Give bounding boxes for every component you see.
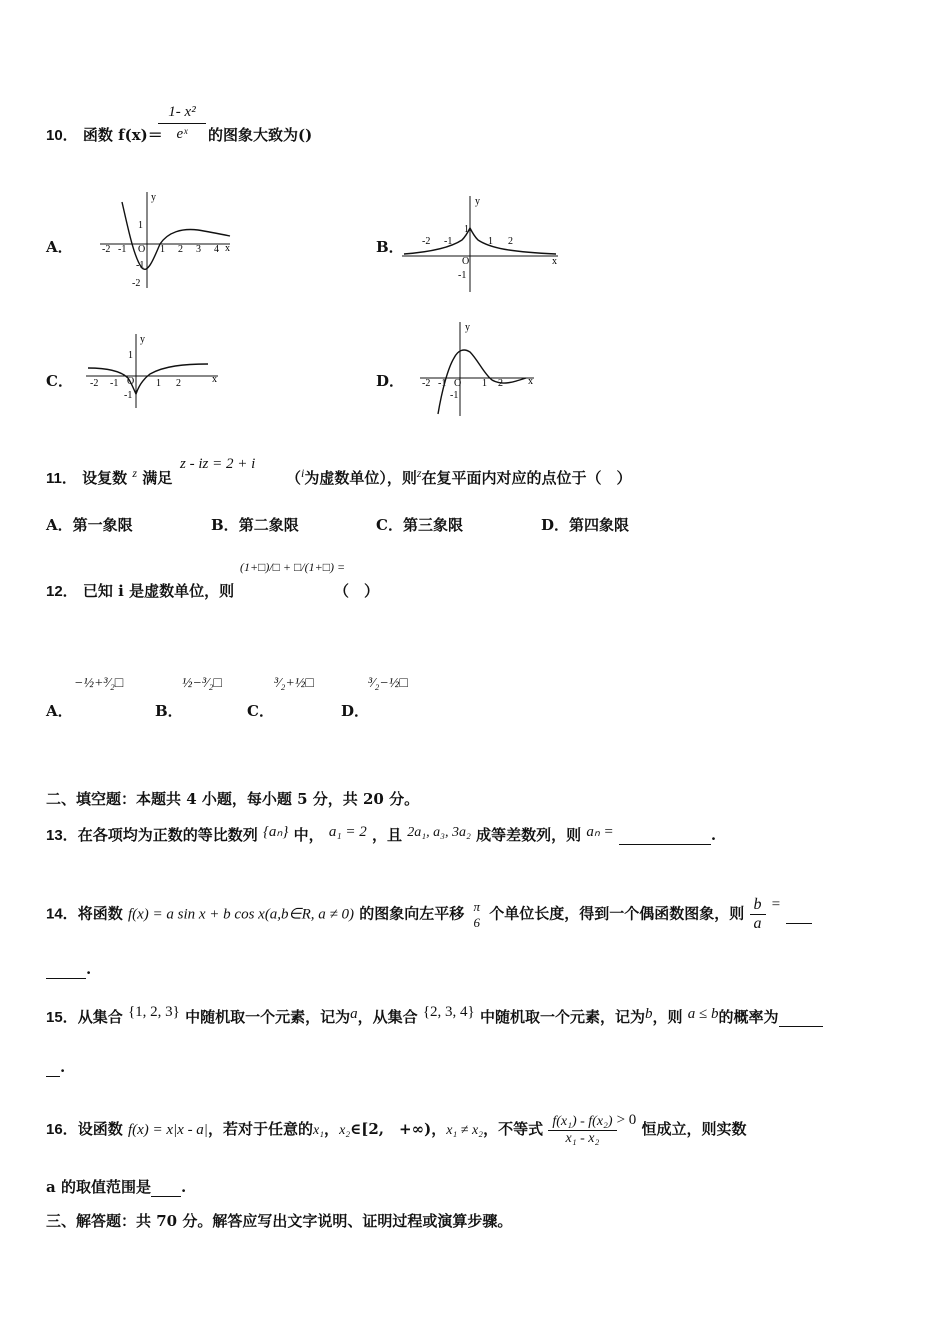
q15-text3: ，从集合 <box>357 1008 418 1026</box>
q13-target: aₙ = <box>586 824 614 840</box>
q11-option-c <box>376 514 463 535</box>
q11-option-b-text: 第二象限 <box>238 516 299 534</box>
q11-number: 11． <box>46 470 77 487</box>
graph-a-y-1: 1 <box>138 220 143 231</box>
q14-ratio-num: b <box>750 896 766 915</box>
q10-prefix: 函数 <box>82 126 113 144</box>
q15-end: . <box>60 1058 66 1076</box>
q14-number: 14． <box>46 905 78 923</box>
q11-paren: （ <box>286 469 302 487</box>
q15-answer-blank-1[interactable] <box>779 1008 823 1027</box>
graph-c-origin: O <box>127 376 135 387</box>
graph-d-tick-m2: -2 <box>422 378 431 389</box>
graph-d-tick-m1: -1 <box>438 378 447 389</box>
q14-text1: 将函数 <box>77 904 123 923</box>
q11-option-d <box>541 514 629 535</box>
graph-d-y-label: y <box>465 322 470 333</box>
graph-c-tick-2: 2 <box>176 378 181 389</box>
q16-ineq-den: x₁ - x₂ <box>565 1130 600 1146</box>
graph-b-tick-1: 1 <box>488 236 493 247</box>
q12-option-a-expr: −½+³⁄₂□ <box>74 676 124 691</box>
q14-func: f(x) = a sin x + b cos x(a,b∈R, a ≠ 0) <box>127 906 355 923</box>
graph-d-origin: O <box>454 378 462 389</box>
q15-answer-blank-2[interactable] <box>46 1058 60 1077</box>
q14-shift-fraction <box>470 899 485 931</box>
graph-d-x-label: x <box>528 376 533 387</box>
q11-option-a <box>46 514 133 535</box>
q16-sep2: ， <box>431 1120 447 1138</box>
q13-text3: ，且 <box>371 826 402 844</box>
q14-eq: = <box>770 896 781 913</box>
q14-answer-blank-2[interactable] <box>46 960 86 979</box>
q10-graph-b <box>400 192 568 296</box>
q11-stem-rest <box>286 466 632 488</box>
q15-text5: ，则 <box>652 1008 683 1026</box>
section-2-heading: 二、填空题：本题共 4 小题，每小题 5 分，共 20 分。 <box>46 790 420 808</box>
graph-a-origin: O <box>138 244 146 255</box>
q12-tail: （ ） <box>334 582 380 600</box>
graph-c-tick-m1: -1 <box>110 378 119 389</box>
graph-a-tick-m1: -1 <box>118 244 127 255</box>
q15-text1: 从集合 <box>77 1008 123 1026</box>
graph-c-y-m1: -1 <box>124 390 133 401</box>
q11-z: z <box>132 466 138 480</box>
graph-a-tick-1: 1 <box>160 244 165 255</box>
graph-c-y-label: y <box>140 334 145 345</box>
q14-ratio-den: a <box>753 915 762 932</box>
q15-text4: 中随机取一个元素，记为 <box>479 1008 645 1026</box>
graph-b-tick-m1: -1 <box>444 236 453 247</box>
q11-text4: 在复平面内对应的点位于（ ） <box>421 469 632 487</box>
graph-b-y-label: y <box>475 196 480 207</box>
q13-end: . <box>710 826 717 844</box>
q16-text3: ，不等式 <box>483 1120 544 1138</box>
graph-a-y-m1: -1 <box>136 260 145 271</box>
q13-text1: 在各项均为正数的等比数列 <box>77 826 258 844</box>
q10-option-a-label: A． <box>46 238 73 256</box>
graph-a-tick-3: 3 <box>196 244 201 255</box>
graph-a-tick-4: 4 <box>214 244 219 255</box>
q12-option-c-expr: ³⁄₂+½□ <box>274 676 314 691</box>
q16-answer-blank[interactable] <box>151 1178 181 1197</box>
q10-stem <box>46 124 163 145</box>
q12-stem <box>46 580 234 601</box>
graph-b-y-1: 1 <box>464 224 469 235</box>
q16-ineq-num: f(x₁) - f(x₂) <box>548 1114 616 1131</box>
graph-c-tick-m2: -2 <box>90 378 99 389</box>
q16-text1: 设函数 <box>77 1120 123 1138</box>
q11-option-c-text: 第三象限 <box>402 516 463 534</box>
q14-shift-num: π <box>473 898 481 914</box>
q10-number: 10． <box>46 127 78 144</box>
q13-text2: 中， <box>293 826 324 844</box>
q13-answer-blank[interactable] <box>619 826 711 845</box>
q16-x1: x₁ <box>312 1123 325 1138</box>
graph-b-y-m1: -1 <box>458 270 467 281</box>
graph-d-tick-1: 1 <box>482 378 487 389</box>
q16-line2-text: a 的取值范围是 <box>46 1178 151 1196</box>
q12-option-d-label: D． <box>341 702 370 720</box>
q16-number: 16． <box>46 1121 78 1138</box>
q12-number: 12． <box>46 583 78 600</box>
q16-x2: x₂ <box>339 1123 351 1138</box>
q12-option-a-label: A． <box>46 702 73 720</box>
graph-c-y-1: 1 <box>128 350 133 361</box>
q14-line <box>46 896 812 933</box>
q16-end: . <box>180 1178 187 1196</box>
q11-stem <box>46 466 172 488</box>
q10-graph-a <box>98 188 238 292</box>
q13-text4: 成等差数列，则 <box>476 826 582 844</box>
q16-line2 <box>46 1176 186 1197</box>
q16-range: ∈[2, +∞) <box>350 1120 432 1138</box>
q10-numerator: 1- x² <box>158 104 206 124</box>
q13-line <box>46 822 716 845</box>
q14-end: . <box>86 960 92 978</box>
q11-equation: z - iz = 2 + i <box>180 456 256 472</box>
graph-b-origin: O <box>462 256 470 267</box>
q15-number: 15． <box>46 1009 78 1026</box>
q11-z2: z <box>416 466 422 480</box>
graph-a-tick-2: 2 <box>178 244 183 255</box>
q11-option-b-label: B． <box>211 516 239 534</box>
q15-text6: 的概率为 <box>718 1008 779 1026</box>
q15-text2: 中随机取一个元素，记为 <box>185 1008 351 1026</box>
q12-expr: (1+□)/□ + □/(1+□) = <box>240 560 346 574</box>
graph-c-x-label: x <box>212 374 217 385</box>
q16-ineq-fraction <box>548 1114 616 1147</box>
q16-line <box>46 1112 747 1147</box>
q15-b: b <box>645 1006 653 1022</box>
q14-text2: 的图象向左平移 <box>359 904 465 923</box>
q12-text: 已知 i 是虚数单位，则 <box>82 582 235 600</box>
section-3-heading: 三、解答题：共 70 分。解答应写出文字说明、证明过程或演算步骤。 <box>46 1212 513 1230</box>
q15-line2 <box>46 1058 65 1077</box>
graph-b-tick-m2: -2 <box>422 236 431 247</box>
q14-text3: 个单位长度，得到一个偶函数图象，则 <box>489 904 745 923</box>
q16-x1-neq-x2: x₁ ≠ x₂ <box>446 1123 484 1138</box>
q15-line <box>46 1004 823 1027</box>
q14-answer-blank-1[interactable] <box>786 905 812 924</box>
q13-terms: 2a₁, a₃, 3a₂ <box>407 825 471 840</box>
q16-func: f(x) = x|x - a| <box>127 1122 208 1138</box>
q11-text2: 满足 <box>142 469 173 487</box>
q15-a: a <box>350 1006 358 1022</box>
graph-c-tick-1: 1 <box>156 378 161 389</box>
q11-option-b <box>211 514 299 535</box>
q10-func: f(x)＝ <box>118 126 163 144</box>
q13-number: 13． <box>46 827 78 844</box>
q16-ineq-gt: > 0 <box>616 1112 637 1128</box>
graph-d-tick-2: 2 <box>498 378 503 389</box>
graph-a-y-m2: -2 <box>132 278 141 289</box>
q14-ratio-fraction <box>750 896 766 933</box>
q10-denominator: eˣ <box>176 126 188 142</box>
graph-a-y-label: y <box>151 192 156 203</box>
q16-text4: 恒成立，则实数 <box>641 1120 747 1138</box>
q12-option-d-expr: ³⁄₂−½□ <box>368 676 408 691</box>
q11-text1: 设复数 <box>82 469 128 487</box>
q12-option-c-label: C． <box>247 702 274 720</box>
q12-option-b-expr: ½−³⁄₂□ <box>182 676 222 691</box>
q16-sep: ， <box>324 1120 340 1138</box>
q10-suffix: 的图象大致为() <box>208 126 313 144</box>
q15-set2: {2, 3, 4} <box>422 1004 475 1020</box>
q11-option-a-text: 第一象限 <box>72 516 133 534</box>
q10-fraction <box>158 104 206 143</box>
q10-graph-d <box>418 318 546 418</box>
q15-set1: {1, 2, 3} <box>127 1004 180 1020</box>
graph-a-tick-m2: -2 <box>102 244 111 255</box>
q11-option-d-text: 第四象限 <box>569 516 630 534</box>
graph-a-x-label: x <box>225 243 230 254</box>
q15-cond: a ≤ b <box>687 1006 719 1022</box>
q12-option-b-label: B． <box>155 702 183 720</box>
q16-text2: ，若对于任意的 <box>207 1120 313 1138</box>
q11-option-c-label: C． <box>376 516 403 534</box>
q14-line2 <box>46 960 91 979</box>
q11-text3: 为虚数单位），则 <box>304 469 417 487</box>
q14-shift-den: 6 <box>473 914 480 930</box>
q10-option-b-label: B． <box>376 238 404 256</box>
q11-i: i <box>301 466 305 480</box>
q13-cond1: a₁ = 2 <box>328 824 367 840</box>
q10-option-d-label: D． <box>376 372 405 390</box>
graph-b-tick-2: 2 <box>508 236 513 247</box>
q10-graph-c <box>84 330 224 410</box>
q10-option-c-label: C． <box>46 372 73 390</box>
graph-b-x-label: x <box>552 256 557 267</box>
q11-option-d-label: D． <box>541 516 570 534</box>
q11-option-a-label: A． <box>46 516 73 534</box>
graph-d-y-m1: -1 <box>450 390 459 401</box>
q13-seq: {aₙ} <box>262 824 289 840</box>
